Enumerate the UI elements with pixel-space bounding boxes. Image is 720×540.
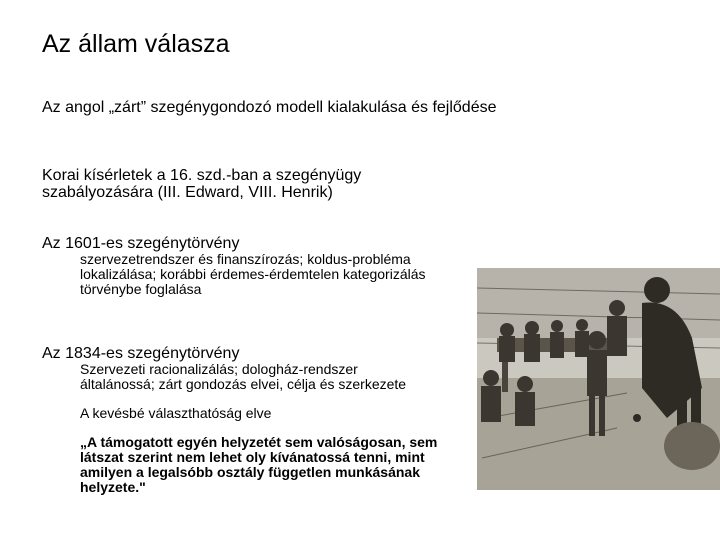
heading-text: Az angol „zárt” szegénygondozó modell kialakulása és fejlődése xyxy=(42,99,497,116)
early-attempts-text: Korai kísérletek a 16. szd.-ban a szegényügy szabályozására (III. Edward, VIII. Henrik) xyxy=(42,167,362,201)
slide-title: Az állam válasza xyxy=(42,30,230,58)
law-1834-title: Az 1834-es szegénytörvény xyxy=(42,345,240,362)
law-1601-title: Az 1601-es szegénytörvény xyxy=(42,235,240,252)
less-eligibility-principle: A kevésbé választhatóság elve xyxy=(80,405,272,421)
law-1601-detail: szervezetrendszer és finanszírozás; koldus-probléma lokalizálása; korábbi érdemes-érdemtelen kategorizálás törvénybe foglalása xyxy=(80,251,426,297)
workhouse-illustration xyxy=(477,268,720,490)
less-eligibility-quote: „A támogatott egyén helyzetét sem valóságosan, sem látszat szerint nem lehet oly kívánatossá tenni, mint amilyen a legalsóbb osztály független munkásának helyzete." xyxy=(80,434,438,495)
law-1834-detail: Szervezeti racionalizálás; dologház-rendszer általánossá; zárt gondozás elvei, célja és szerkezete xyxy=(80,361,407,392)
